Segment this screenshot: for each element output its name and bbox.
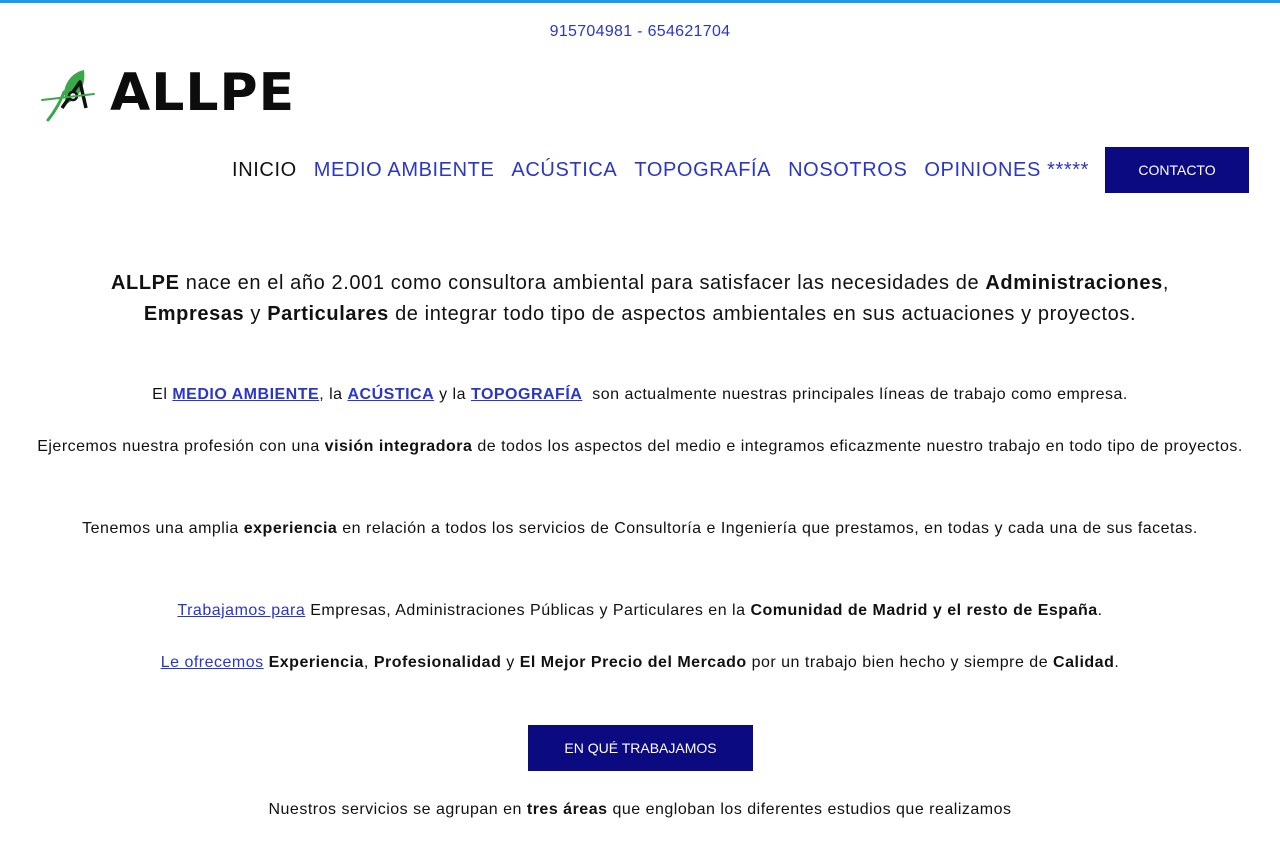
- intro-text-2: y: [244, 303, 268, 325]
- phone-bar: [0, 23, 1280, 41]
- clients-paragraph: [30, 596, 1250, 626]
- p3-text-1: Tenemos una amplia: [82, 520, 244, 537]
- top-accent-strip: [0, 0, 1280, 3]
- p5-bold-2: Profesionalidad: [373, 654, 502, 671]
- link-trabajamos-para[interactable]: Trabajamos para: [177, 602, 306, 619]
- link-medio-ambiente[interactable]: [172, 386, 319, 403]
- en-que-trabajamos-button[interactable]: EN QUÉ TRABAJAMOS: [528, 725, 753, 771]
- p2-bold-1: visión integradora: [324, 438, 473, 455]
- p5-bold-1: Experiencia: [268, 654, 364, 671]
- link-le-ofrecemos[interactable]: Le ofrecemos: [160, 654, 264, 671]
- link-topografia[interactable]: [471, 386, 582, 403]
- intro-text-1: nace en el año 2.001 como consultora ambiental para satisfacer las necesidades de: [179, 272, 986, 294]
- lines-of-work-paragraph: [30, 380, 1250, 410]
- p1-text-3: y la: [434, 386, 471, 403]
- p4-bold-1: Comunidad de Madrid y el resto de España: [750, 602, 1098, 619]
- nav-item-acustica[interactable]: ACÚSTICA: [511, 158, 618, 181]
- link-medio-ambiente-label: MEDIO AMBIENTE: [172, 386, 320, 403]
- link-acustica[interactable]: [347, 386, 434, 403]
- main-nav: [232, 147, 1249, 193]
- p2-text-1: Ejercemos nuestra profesión con una: [37, 438, 325, 455]
- intro-comma: ,: [1162, 272, 1169, 294]
- p1-text-4: son actualmente nuestras principales líneas de trabajo como empresa.: [582, 386, 1128, 403]
- phone-separator: -: [632, 23, 648, 40]
- site-logo[interactable]: [40, 62, 295, 124]
- p3-bold-1: experiencia: [243, 520, 338, 537]
- offer-paragraph: [30, 648, 1250, 678]
- p1-text-2: , la: [319, 386, 348, 403]
- leaf-a-icon: [40, 62, 98, 124]
- nav-item-medio-ambiente[interactable]: MEDIO AMBIENTE: [313, 158, 495, 181]
- p5-text-5: .: [1114, 654, 1120, 671]
- intro-paragraph: [0, 268, 1280, 330]
- intro-particulares: Particulares: [267, 303, 389, 325]
- phone-link-1[interactable]: 915704981: [549, 23, 633, 40]
- contact-button[interactable]: CONTACTO: [1105, 147, 1249, 193]
- intro-administraciones: Administraciones: [985, 272, 1163, 294]
- services-areas-paragraph: [30, 795, 1250, 825]
- p1-text-1: El: [152, 386, 173, 403]
- intro-text-3: de integrar todo tipo de aspectos ambientales en sus actuaciones y proyectos.: [388, 303, 1137, 325]
- nav-item-topografia[interactable]: TOPOGRAFÍA: [634, 158, 772, 181]
- p3-text-2: en relación a todos los servicios de Consultoría e Ingeniería que prestamos, en todas y cada una de sus facetas.: [337, 520, 1198, 537]
- p5-bold-4: Calidad: [1053, 654, 1115, 671]
- intro-brand: ALLPE: [111, 272, 180, 294]
- vision-paragraph: [30, 432, 1250, 462]
- p4-text-2: .: [1097, 602, 1103, 619]
- p6-bold-1: tres áreas: [526, 801, 608, 818]
- p6-text-1: Nuestros servicios se agrupan en: [268, 801, 527, 818]
- logo-text: ALLPE: [110, 63, 296, 123]
- p6-text-2: que engloban los diferentes estudios que realizamos: [607, 801, 1012, 818]
- nav-item-inicio[interactable]: INICIO: [232, 158, 297, 181]
- nav-item-nosotros[interactable]: NOSOTROS: [788, 158, 908, 181]
- p5-text-4: por un trabajo bien hecho y siempre de: [746, 654, 1054, 671]
- intro-empresas: Empresas: [143, 303, 245, 325]
- link-acustica-label: ACÚSTICA: [347, 386, 435, 403]
- p5-text-2: ,: [363, 654, 374, 671]
- p5-bold-3: El Mejor Precio del Mercado: [519, 654, 747, 671]
- link-topografia-label: TOPOGRAFÍA: [470, 386, 583, 403]
- p5-text-3: y: [501, 654, 520, 671]
- p4-text-1: Empresas, Administraciones Públicas y Particulares en la: [305, 602, 751, 619]
- phone-link-2[interactable]: 654621704: [647, 23, 731, 40]
- experience-paragraph: [30, 514, 1250, 544]
- nav-item-opiniones[interactable]: OPINIONES *****: [924, 158, 1089, 181]
- p2-text-2: de todos los aspectos del medio e integramos eficazmente nuestro trabajo en todo tipo de proyectos.: [472, 438, 1243, 455]
